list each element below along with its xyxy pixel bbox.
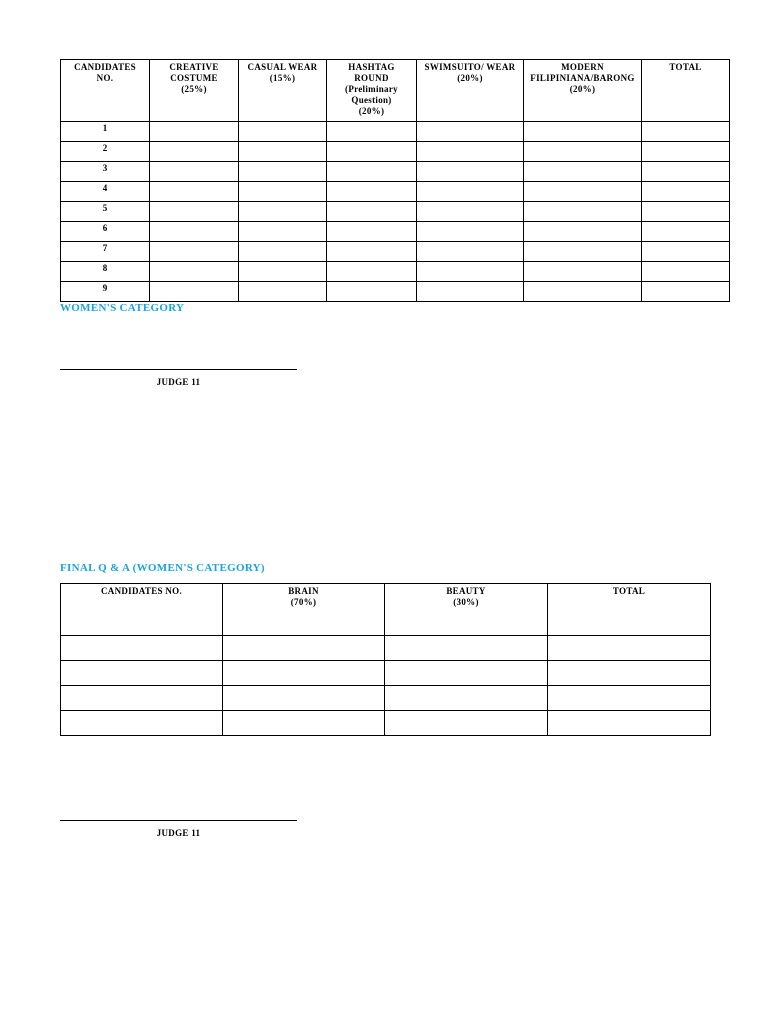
score-header-4 xyxy=(417,60,524,122)
section-title-final-qa: FINAL Q & A (WOMEN'S CATEGORY) xyxy=(60,562,265,574)
score-cell xyxy=(239,182,327,202)
score-header-3 xyxy=(327,60,417,122)
score-cell xyxy=(239,282,327,302)
score-cell xyxy=(327,282,417,302)
score-header-line: HASHTAG xyxy=(348,62,395,72)
score-cell xyxy=(642,202,730,222)
candidate-number: 2 xyxy=(61,142,150,162)
candidate-number: 8 xyxy=(61,262,150,282)
qa-cell xyxy=(385,711,548,736)
score-cell xyxy=(327,162,417,182)
qa-cell xyxy=(61,711,223,736)
qa-cell xyxy=(223,636,385,661)
score-cell xyxy=(417,242,524,262)
candidate-number: 7 xyxy=(61,242,150,262)
qa-cell xyxy=(548,636,711,661)
score-header-line: ROUND xyxy=(354,73,389,83)
qa-header-line: (30%) xyxy=(453,597,479,607)
qa-cell xyxy=(223,711,385,736)
score-cell xyxy=(642,242,730,262)
score-cell xyxy=(524,162,642,182)
score-cell xyxy=(642,182,730,202)
score-cell xyxy=(239,222,327,242)
score-cell xyxy=(150,142,239,162)
score-cell xyxy=(642,222,730,242)
qa-cell xyxy=(548,711,711,736)
score-header-line: Question) xyxy=(351,95,392,105)
score-cell xyxy=(524,242,642,262)
candidate-number: 1 xyxy=(61,122,150,142)
score-header-line: CASUAL WEAR xyxy=(247,62,318,72)
candidate-number: 3 xyxy=(61,162,150,182)
qa-table xyxy=(60,583,711,736)
table-row xyxy=(61,686,711,711)
qa-table-header-row xyxy=(61,584,711,636)
score-cell xyxy=(239,162,327,182)
qa-cell xyxy=(61,686,223,711)
score-cell xyxy=(642,282,730,302)
score-table-header-row xyxy=(61,60,730,122)
table-row xyxy=(61,142,730,162)
score-header-6 xyxy=(642,60,730,122)
score-cell xyxy=(417,262,524,282)
score-header-2 xyxy=(239,60,327,122)
score-header-line: SWIMSUITO/ WEAR xyxy=(424,62,516,72)
score-cell xyxy=(417,282,524,302)
score-cell xyxy=(642,162,730,182)
score-header-line: NO. xyxy=(96,73,114,83)
qa-table-body xyxy=(61,636,711,736)
score-header-line: FILIPINIANA/BARONG xyxy=(530,73,635,83)
score-table-body xyxy=(61,122,730,302)
score-header-line: CREATIVE xyxy=(169,62,219,72)
table-row xyxy=(61,636,711,661)
score-cell xyxy=(239,122,327,142)
score-header-line: (25%) xyxy=(181,84,207,94)
qa-cell xyxy=(385,661,548,686)
judge-label-2: JUDGE 11 xyxy=(156,828,201,838)
score-cell xyxy=(150,242,239,262)
candidate-number: 9 xyxy=(61,282,150,302)
score-cell xyxy=(150,162,239,182)
score-header-line: (20%) xyxy=(457,73,483,83)
judge-label: JUDGE 11 xyxy=(156,377,201,387)
score-cell xyxy=(327,202,417,222)
score-header-5 xyxy=(524,60,642,122)
score-cell xyxy=(150,222,239,242)
score-cell xyxy=(524,202,642,222)
score-cell xyxy=(642,122,730,142)
qa-header-line: BEAUTY xyxy=(446,586,486,596)
qa-header-line: (70%) xyxy=(290,597,317,607)
score-cell xyxy=(524,262,642,282)
score-cell xyxy=(327,122,417,142)
signature-line-2 xyxy=(60,820,297,821)
qa-header-2 xyxy=(385,584,548,636)
score-cell xyxy=(239,242,327,262)
table-row xyxy=(61,222,730,242)
qa-header-1 xyxy=(223,584,385,636)
score-cell xyxy=(417,162,524,182)
table-row xyxy=(61,711,711,736)
score-cell xyxy=(327,142,417,162)
score-header-0 xyxy=(61,60,150,122)
score-cell xyxy=(239,202,327,222)
qa-header-line: TOTAL xyxy=(612,586,646,596)
score-cell xyxy=(327,262,417,282)
qa-header-3 xyxy=(548,584,711,636)
score-header-line: TOTAL xyxy=(669,62,702,72)
score-cell xyxy=(150,262,239,282)
score-cell xyxy=(524,142,642,162)
score-cell xyxy=(417,222,524,242)
candidate-number: 5 xyxy=(61,202,150,222)
table-row xyxy=(61,122,730,142)
candidate-number: 6 xyxy=(61,222,150,242)
qa-cell xyxy=(385,686,548,711)
score-header-line: MODERN xyxy=(561,62,604,72)
score-table xyxy=(60,59,730,302)
qa-cell xyxy=(223,661,385,686)
qa-header-0 xyxy=(61,584,223,636)
score-cell xyxy=(327,242,417,262)
score-header-line: CANDIDATES xyxy=(74,62,136,72)
signature-line xyxy=(60,369,297,370)
score-cell xyxy=(642,262,730,282)
score-cell xyxy=(524,282,642,302)
score-cell xyxy=(239,142,327,162)
score-header-line: (20%) xyxy=(569,84,596,94)
score-cell xyxy=(327,182,417,202)
table-row xyxy=(61,262,730,282)
table-row xyxy=(61,242,730,262)
score-cell xyxy=(417,142,524,162)
qa-header-line: CANDIDATES NO. xyxy=(100,586,183,596)
score-cell xyxy=(417,182,524,202)
score-cell xyxy=(150,202,239,222)
score-cell xyxy=(642,142,730,162)
section-title-womens-category: WOMEN'S CATEGORY xyxy=(60,302,185,314)
score-cell xyxy=(524,222,642,242)
score-cell xyxy=(417,202,524,222)
qa-cell xyxy=(548,661,711,686)
score-cell xyxy=(150,182,239,202)
qa-cell xyxy=(61,661,223,686)
score-header-1 xyxy=(150,60,239,122)
score-cell xyxy=(327,222,417,242)
candidate-number: 4 xyxy=(61,182,150,202)
qa-cell xyxy=(548,686,711,711)
score-header-line: (15%) xyxy=(269,73,296,83)
qa-header-line: BRAIN xyxy=(288,586,319,596)
score-header-line: (20%) xyxy=(358,106,385,116)
score-cell xyxy=(239,262,327,282)
score-cell xyxy=(524,182,642,202)
score-cell xyxy=(417,122,524,142)
table-row xyxy=(61,162,730,182)
qa-cell xyxy=(223,686,385,711)
qa-cell xyxy=(61,636,223,661)
table-row xyxy=(61,282,730,302)
score-cell xyxy=(150,122,239,142)
qa-cell xyxy=(385,636,548,661)
score-header-line: COSTUME xyxy=(170,73,218,83)
table-row xyxy=(61,202,730,222)
score-cell xyxy=(524,122,642,142)
table-row xyxy=(61,661,711,686)
score-header-line: (Preliminary xyxy=(345,84,398,94)
score-cell xyxy=(150,282,239,302)
table-row xyxy=(61,182,730,202)
